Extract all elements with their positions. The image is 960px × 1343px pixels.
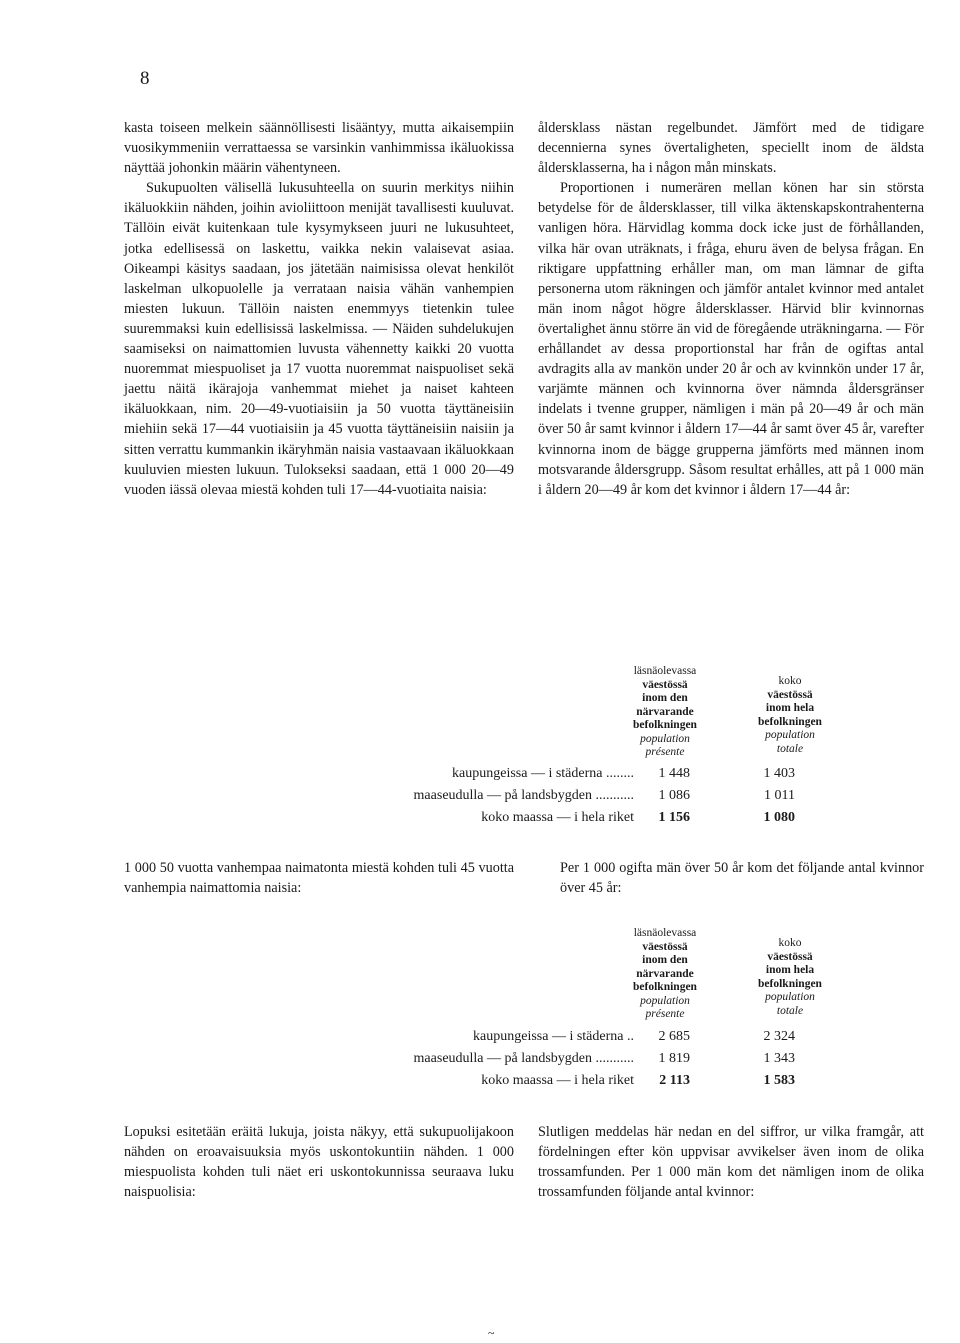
table-row — [0, 1049, 960, 1069]
swedish-text-middle — [560, 858, 924, 898]
present-population-value: 1 086 — [658, 788, 690, 803]
total-population-value: 1 583 — [763, 1073, 795, 1088]
swedish-text-bottom — [538, 1122, 924, 1202]
paragraph: Lopuksi esitetään eräitä lukuja, joista näkyy, että sukupuolijakoon nähden on eroavaisuuksia myös uskontokuntiin nähden. 1 000 miespuolista kohden tuli näet eri uskontokunnissa seuraava luku naispuolisia: — [124, 1124, 514, 1201]
finnish-text-middle — [124, 858, 514, 898]
paragraph: Proportionen i numerären mellan könen har sin största betydelse för de åldersklasser, till vilka äktenskapskontrahenterna vanligen höra. Härvidlag komma dock icke just de förhållanden, vilka här ovan uträknats, i fråga, ehuru även de belysa frågan. En riktigare uppfattning erhåller man, om man lämnar de gifta personerna utom räkningen och jämför antalet kvinnor med antalet män inom något högre åldersklasser. Härvid blir kvinnornas övertalighet ännu större än vid de föregående uträkningarna. — För erhållandet av dessa proportionstal har från de ogiftas antal avdragits alla av mankön under 20 år och av kvinnkön under 17 år, varjämte männen och kvinnorna över nämnda åldersgränser indelats i tvenne grupper, nämligen i män på 20—49 år och män över 50 år samt kvinnor i åldern 17—44 år samt över 45 år, varefter kvinnorna inom de bägge grupperna jämförts med männen inom motsvarande åldersgrupp. Såsom resultat erhålles, att på 1 000 män i åldern 20—49 år kom det kvinnor i åldern 17—44 år: — [538, 180, 924, 498]
finnish-text-top — [124, 118, 514, 500]
total-population-value: 1 011 — [764, 788, 795, 803]
page-number: 8 — [140, 68, 150, 89]
paragraph: Sukupuolten välisellä lukusuhteella on suurin merkitys niihin ikäluokkiin nähden, joihin avioliittoon menijät tavallisesti kuuluvat. Tällöin eivät kuitenkaan tule kysymykseen juuri ne lukusuhteet, jotka edellisessä on laskettu, vaikka nekin valaisevat asiaa. Oikeampi käsitys saadaan, jos jätetään naimisissa olevat henkilöt laskelman ulkopuolelle ja verrataan naisia vähän vanhempien miesten lukuun. Tällöin naisten enemmyys tietenkin tulee suuremmaksi kuin edellisissä laskelmissa. — Näiden suhdelukujen saamiseksi on naimattomien luvusta vähennetty kaikki 20 vuotta nuoremmat miespuoliset ja 17 vuotta nuoremmat naispuoliset sekä jaettu näitä ikärajoja vanhemmat miehet ja naiset kahteen ikäluokkaan, nim. 20—49-vuotiaisiin ja 50 vuotta täyttäneisiin miehiin sekä 17—44 vuotiaisiin ja 45 vuotta täyttäneisiin naisiin ja sitten verrattu kummankin ikäryhmän naisia vastaavaan ikäluokkaan kuuluvien miesten lukuun. Tulokseksi saadaan, että 1 000 20—49 vuoden iässä olevaa miestä kohden tuli 17—44-vuotiaita naisia: — [124, 180, 514, 498]
table-row — [0, 1071, 960, 1091]
total-population-value: 1 080 — [763, 810, 795, 825]
table-row — [0, 1027, 960, 1047]
column-header-present-population: läsnäolevassa väestössä inom den närvarande befolkningen population présente — [633, 665, 697, 758]
present-population-value: 2 113 — [659, 1073, 690, 1088]
paragraph: kasta toiseen melkein säännöllisesti lisääntyy, mutta aikaisempiin vuosikymmeniin verrattaessa se varsinkin vanhimmissa ikäluokissa näyttää johonkin määrin vähentyneen. — [124, 120, 514, 177]
column-header-total-population: koko väestössä inom hela befolkningen population totale — [758, 675, 822, 755]
total-population-value: 2 324 — [763, 1029, 795, 1044]
row-label: kaupungeissa — i städerna .. — [473, 1029, 634, 1044]
present-population-value: 1 448 — [658, 766, 690, 781]
swedish-text-top — [538, 118, 924, 500]
table-row — [0, 808, 960, 828]
row-label: maaseudulla — på landsbygden ........... — [413, 1051, 634, 1066]
row-label: maaseudulla — på landsbygden ........... — [413, 788, 634, 803]
column-header-total-population: koko väestössä inom hela befolkningen population totale — [758, 937, 822, 1017]
row-label: koko maassa — i hela riket — [481, 1073, 634, 1088]
ratio-table-unmarried-20-49 — [0, 665, 960, 835]
stray-mark: ~ — [488, 1326, 495, 1340]
table-row — [0, 786, 960, 806]
row-label: koko maassa — i hela riket — [481, 810, 634, 825]
total-population-value: 1 403 — [763, 766, 795, 781]
finnish-text-bottom — [124, 1122, 514, 1202]
paragraph: åldersklass nästan regelbundet. Jämfört med de tidigare decennierna synes övertaligheten, speciellt inom de äldsta åldersklasserna, ha i någon mån minskats. — [538, 120, 924, 177]
present-population-value: 1 819 — [658, 1051, 690, 1066]
paragraph: 1 000 50 vuotta vanhempaa naimatonta miestä kohden tuli 45 vuotta vanhempia naimattomia naisia: — [124, 860, 514, 897]
ratio-table-unmarried-over-50 — [0, 927, 960, 1097]
row-label: kaupungeissa — i städerna ........ — [452, 766, 634, 781]
column-header-present-population: läsnäolevassa väestössä inom den närvarande befolkningen population présente — [633, 927, 697, 1020]
paragraph: Slutligen meddelas här nedan en del siffror, ur vilka framgår, att fördelningen efter kön uppvisar avvikelser även inom de olika trossamfunden. Per 1 000 män kom det nämligen inom de olika trossamfunden följande antal kvinnor: — [538, 1124, 924, 1201]
paragraph: Per 1 000 ogifta män över 50 år kom det följande antal kvinnor över 45 år: — [560, 860, 924, 897]
present-population-value: 1 156 — [658, 810, 690, 825]
table-row — [0, 764, 960, 784]
present-population-value: 2 685 — [658, 1029, 690, 1044]
total-population-value: 1 343 — [763, 1051, 795, 1066]
